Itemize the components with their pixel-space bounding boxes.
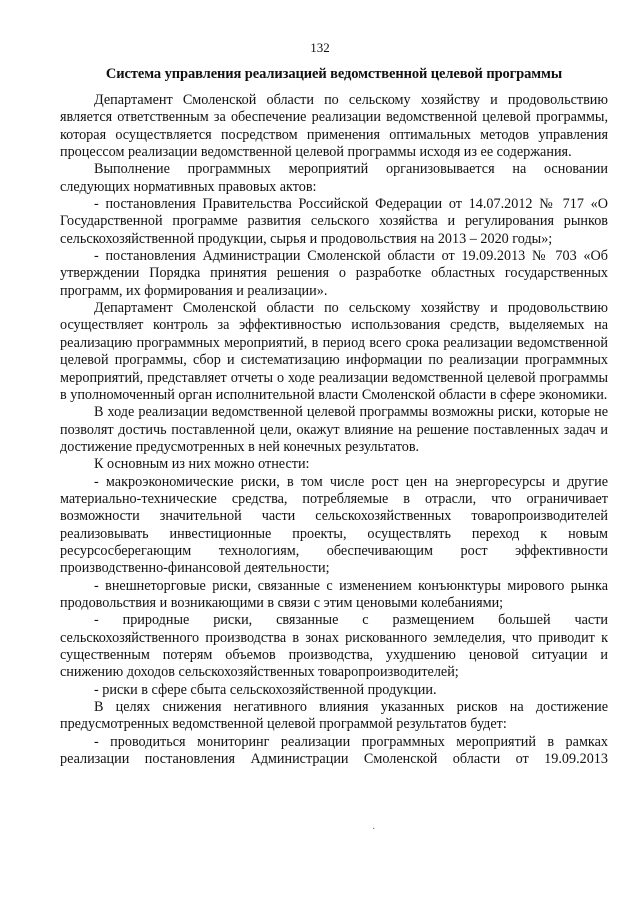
list-item-macroeconomic-risks: - макроэкономические риски, в том числе рост цен на энергоресурсы и другие материально-технические средства, потребляемые в отрасли, что ограничивает возможности значительной части сельскохозяйственных товаропроизводителей реализовывать инвестиционные проекты, осуществлять переход к новым ресурсосберегающим технологиям, обеспечивающим рост эффективности производственно-финансовой деятельности; (60, 473, 608, 577)
page-number: 132 (310, 40, 330, 55)
paragraph-main-risks: К основным из них можно отнести: (94, 456, 310, 473)
list-item-federal-decree: - постановления Правительства Российской Федерации от 14.07.2012 № 717 «О Государственной программе развития сельского хозяйства и регулирования рынков сельскохозяйственной продукции, сырья и продовольствия на 2013 – 2020 годы»; (60, 196, 608, 247)
paragraph-legal-basis-intro: Выполнение программных мероприятий организовывается на основании следующих нормативных правовых актов: (60, 161, 608, 195)
body-text (60, 92, 608, 768)
list-item-sales-risks: - риски в сфере сбыта сельскохозяйственной продукции. (94, 681, 437, 698)
paragraph-risks-intro: В ходе реализации ведомственной целевой программы возможны риски, которые не позволят достичь поставленной цели, окажут влияние на решение поставленных задач и достижение предусмотренных в ней конечных результатов. (60, 404, 608, 455)
section-title: Система управления реализацией ведомственной целевой программы (105, 66, 563, 82)
list-item-foreign-trade-risks: - внешнеторговые риски, связанные с изменением конъюнктуры мирового рынка продовольствия и возникающими в связи с этим ценовыми колебаниями; (60, 577, 608, 611)
paragraph-control: Департамент Смоленской области по сельскому хозяйству и продовольствию осуществляет контроль за эффективностью использования средств, выделяемых на реализацию программных мероприятий, в период всего срока реализации ведомственной целевой программы, сбор и систематизацию информации по реализации программных мероприятий, представляет отчеты о ходе реализации ведомственной целевой программы в уполномоченный орган исполнительной власти Смоленской области в сфере экономики. (60, 300, 608, 403)
paragraph-mitigation-intro: В целях снижения негативного влияния указанных рисков на достижение предусмотренных ведомственной целевой программой результатов будет: (60, 699, 608, 733)
list-item-regional-decree: - постановления Администрации Смоленской области от 19.09.2013 № 703 «Об утверждении Порядка принятия решения о разработке областных государственных программ, их формирования и реализации». (60, 248, 608, 299)
paragraph-responsibility: Департамент Смоленской области по сельскому хозяйству и продовольствию является ответственным за обеспечение реализации ведомственной целевой программы, которая осуществляется посредством применения оптимальных методов управления процессом реализации ведомственной целевой программы исходя из ее содержания. (60, 92, 608, 161)
list-item-natural-risks: - природные риски, связанные с размещением большей части сельскохозяйственного производства в зонах рискованного земледелия, что приводит к существенным потерям объемов производства, ухудшению ценовой ситуации и снижению доходов сельскохозяйственных товаропроизводителей; (60, 612, 608, 681)
scan-mark: · (372, 824, 376, 835)
list-item-monitoring: - проводиться мониторинг реализации программных мероприятий в рамках реализации постановления Администрации Смоленской области от 19.09.2013 (60, 733, 608, 768)
